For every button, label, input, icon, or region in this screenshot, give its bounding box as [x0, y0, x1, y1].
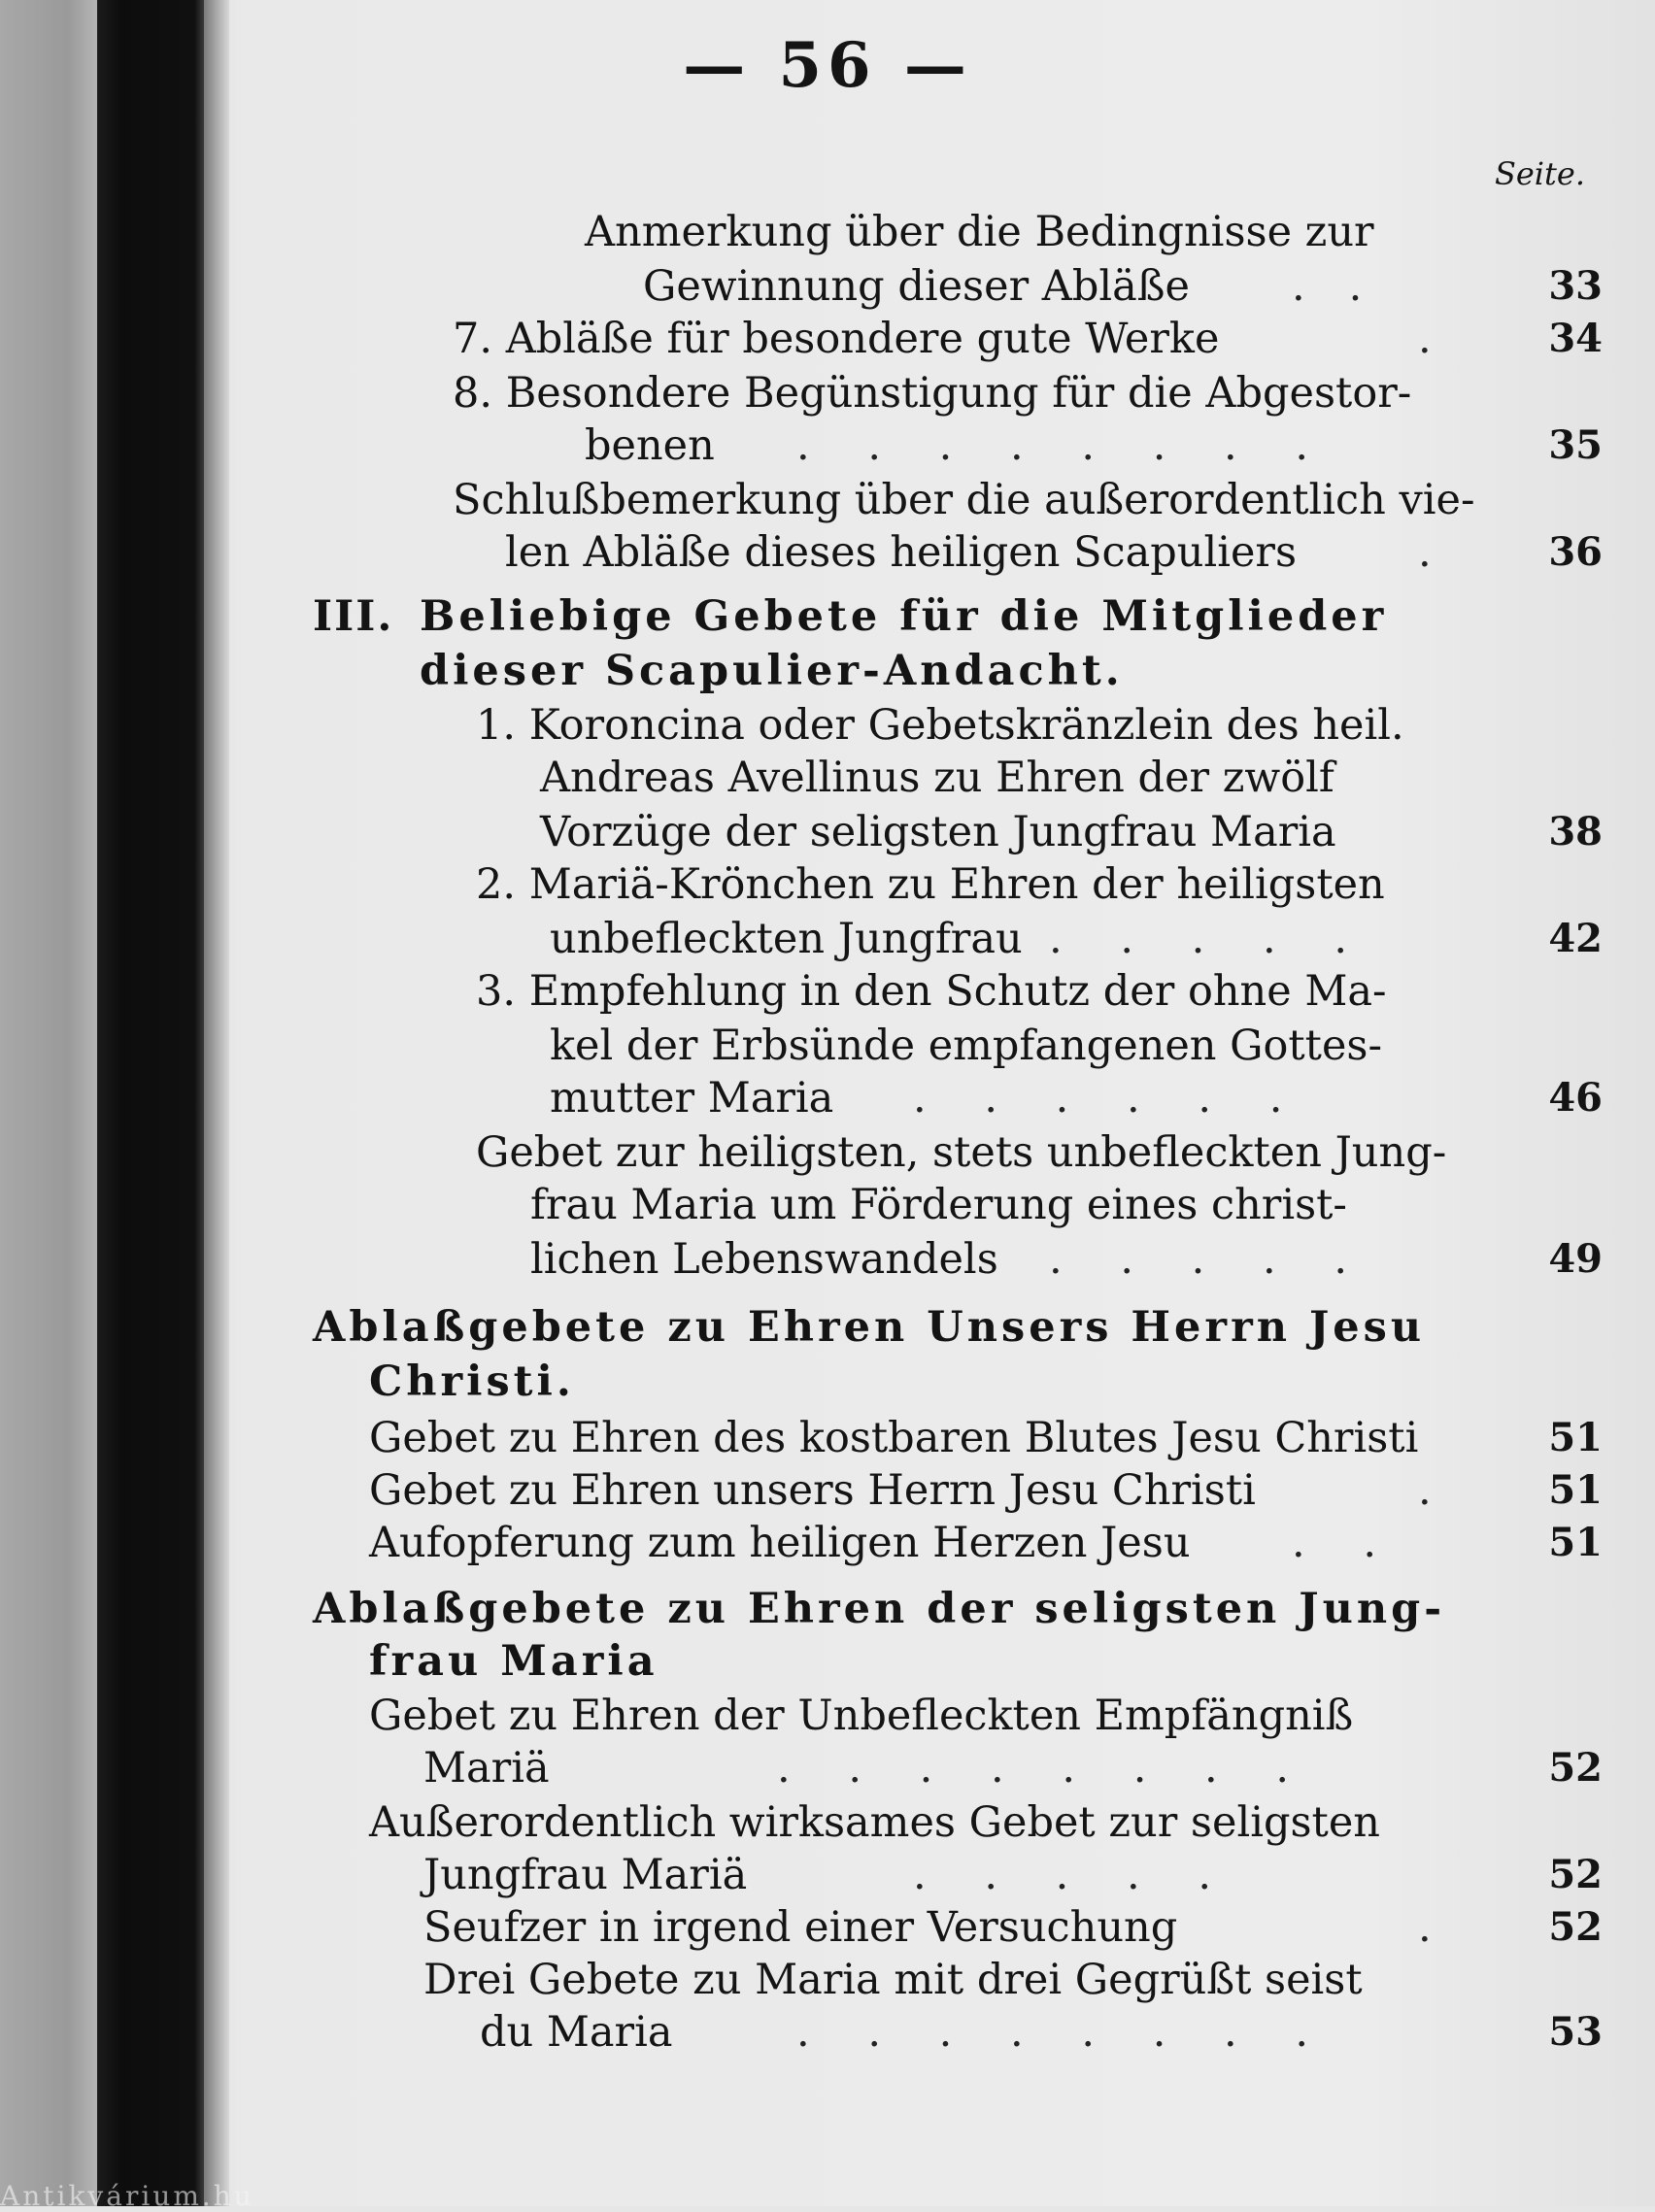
toc-page-number: 35	[1548, 422, 1603, 468]
toc-line: frau Maria um Förderung eines christ-	[530, 1181, 1347, 1229]
toc-dot-leader: . .	[1292, 1519, 1378, 1567]
toc-dot-leader: . . . . . . . .	[796, 2008, 1310, 2057]
toc-page-number: 42	[1548, 916, 1603, 961]
toc-line: Außerordentlich wirksames Gebet zur seligsten	[369, 1798, 1380, 1847]
toc-line: Seufzer in irgend einer Versuchung	[423, 1903, 1178, 1952]
toc-line: Aufopferung zum heiligen Herzen Jesu	[369, 1519, 1191, 1567]
toc-page-number: 51	[1548, 1415, 1603, 1460]
watermark-text: Antikvárium.hu	[0, 2180, 254, 2212]
toc-page-number: 53	[1548, 2009, 1603, 2055]
toc-line: Vorzüge der seligsten Jungfrau Maria	[540, 808, 1336, 856]
toc-line: mutter Maria	[550, 1074, 834, 1123]
toc-line: 3. Empfehlung in den Schutz der ohne Ma-	[476, 967, 1387, 1016]
toc-line: Ablaßgebete zu Ehren der seligsten Jung-	[313, 1585, 1446, 1633]
toc-line: 1. Koroncina oder Gebetskränzlein des heil.	[476, 701, 1404, 750]
toc-line: Gebet zu Ehren der Unbefleckten Empfängniß	[369, 1692, 1354, 1740]
toc-line: Anmerkung über die Bedingnisse zur	[585, 208, 1374, 256]
toc-dot-leader: . . . . . . . .	[777, 1744, 1291, 1793]
toc-line: unbefleckten Jungfrau	[550, 915, 1023, 963]
toc-line: len Abläße dieses heiligen Scapuliers	[505, 528, 1298, 577]
toc-dot-leader: . .	[1292, 262, 1364, 311]
toc-line: Schlußbemerkung über die außerordentlich vie-	[453, 476, 1475, 524]
page-column-label: Seite.	[1494, 155, 1585, 192]
toc-line: III.	[313, 592, 394, 641]
toc-line: 8. Besondere Begünstigung für die Abgestor-	[453, 369, 1412, 418]
toc-page-number: 51	[1548, 1467, 1603, 1513]
toc-line: 7. Abläße für besondere gute Werke	[453, 315, 1220, 363]
toc-page-number: 36	[1548, 529, 1603, 575]
toc-line: Christi.	[369, 1357, 575, 1406]
toc-line: Drei Gebete zu Maria mit drei Gegrüßt seist	[423, 1956, 1363, 2004]
toc-page-number: 52	[1548, 1852, 1603, 1897]
toc-page-number: 46	[1548, 1075, 1603, 1121]
toc-line: Ablaßgebete zu Ehren Unsers Herrn Jesu	[313, 1303, 1426, 1352]
toc-line: 2. Mariä-Krönchen zu Ehren der heiligsten	[476, 860, 1385, 909]
toc-line: dieser Scapulier-Andacht.	[420, 647, 1124, 695]
toc-page-number: 38	[1548, 809, 1603, 855]
toc-page-number: 52	[1548, 1745, 1603, 1791]
toc-line: Gebet zur heiligsten, stets unbefleckten Jung-	[476, 1128, 1447, 1177]
toc-dot-leader: . . . . . . . .	[796, 421, 1310, 470]
toc-line: kel der Erbsünde empfangenen Gottes-	[550, 1022, 1382, 1070]
toc-line: Andreas Avellinus zu Ehren der zwölf	[540, 754, 1334, 802]
toc-page-number: 34	[1548, 316, 1603, 361]
page-number: — 56 —	[683, 29, 972, 102]
toc-line: Jungfrau Mariä	[423, 1851, 748, 1899]
book-binding	[97, 0, 204, 2206]
toc-dot-leader: . . . . .	[1049, 1235, 1349, 1284]
toc-dot-leader: . . . . .	[1049, 915, 1349, 963]
toc-dot-leader: .	[1418, 315, 1433, 363]
toc-dot-leader: .	[1418, 1903, 1433, 1952]
toc-line: frau Maria	[369, 1637, 659, 1686]
toc-page-number: 51	[1548, 1520, 1603, 1565]
toc-dot-leader: .	[1418, 528, 1433, 577]
toc-line: Gebet zu Ehren des kostbaren Blutes Jesu Christi	[369, 1414, 1419, 1462]
toc-line: Mariä	[423, 1744, 550, 1793]
toc-page-number: 49	[1548, 1236, 1603, 1282]
toc-line: Gebet zu Ehren unsers Herrn Jesu Christi	[369, 1466, 1256, 1515]
page-edge-shadow	[204, 0, 229, 2206]
toc-dot-leader: .	[1418, 1466, 1433, 1515]
toc-page-number: 33	[1548, 263, 1603, 309]
toc-line: lichen Lebenswandels	[530, 1235, 998, 1284]
toc-dot-leader: . . . . .	[913, 1851, 1213, 1899]
toc-dot-leader: . . . . . .	[913, 1074, 1284, 1123]
toc-line: Gewinnung dieser Abläße	[643, 262, 1190, 311]
toc-line: du Maria	[480, 2008, 673, 2057]
toc-line: benen	[585, 421, 715, 470]
toc-page-number: 52	[1548, 1904, 1603, 1950]
toc-line: Beliebige Gebete für die Mitglieder	[420, 592, 1388, 641]
